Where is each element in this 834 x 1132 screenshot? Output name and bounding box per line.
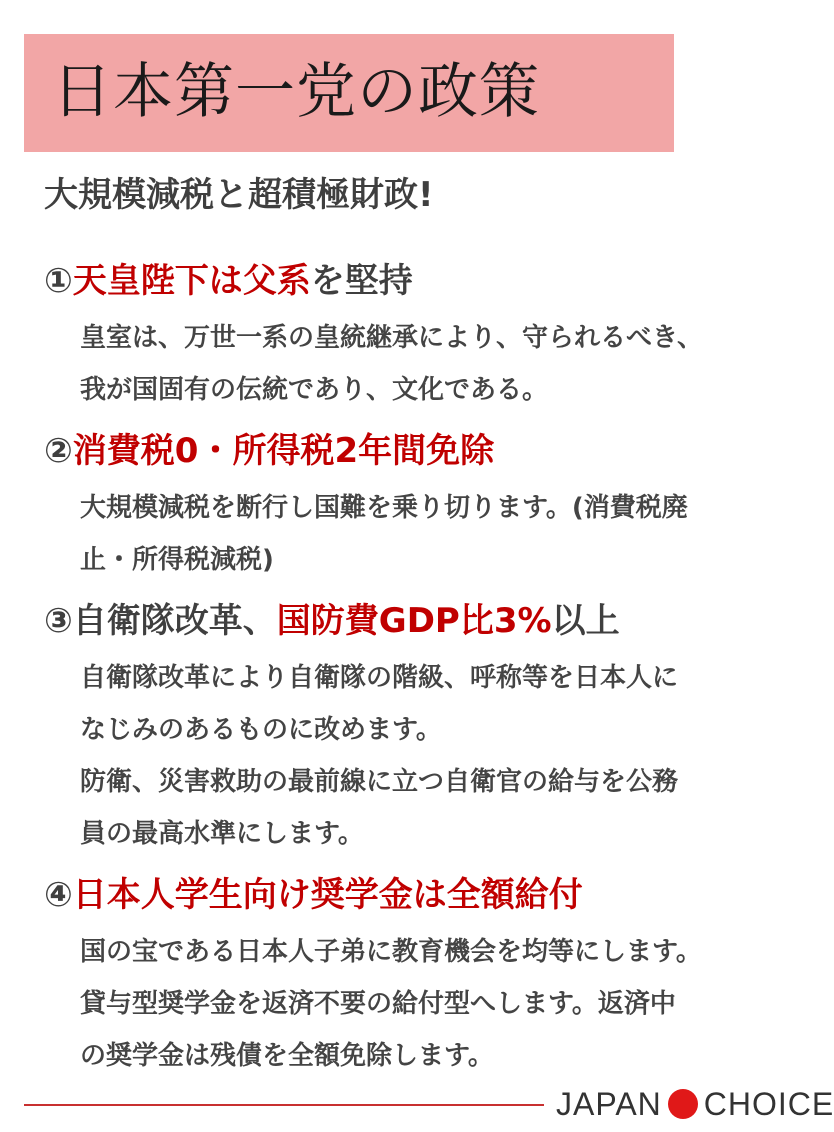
policy-heading-2 xyxy=(44,428,494,474)
policy-heading-highlight: 天皇陛下は父系 xyxy=(72,261,311,301)
page-title: 日本第一党の政策 xyxy=(52,57,540,127)
policy-heading-highlight: 日本人学生向け奨学金は全額給付 xyxy=(72,875,583,915)
policy-heading-prefix: 自衛隊改革、 xyxy=(72,601,277,641)
policy-number: ① xyxy=(44,261,73,301)
policy-4-line-3: の奨学金は残債を全額免除します。 xyxy=(80,1041,494,1071)
policy-4-line-1: 国の宝である日本人子弟に教育機会を均等にします。 xyxy=(80,937,702,967)
footer-rule xyxy=(24,1104,544,1106)
policy-heading-highlight: 消費税0・所得税2年間免除 xyxy=(72,431,495,471)
policy-1-line-2: 我が国固有の伝統であり、文化である。 xyxy=(80,375,549,405)
policy-1-line-1: 皇室は、万世一系の皇統継承により、守られるべき、 xyxy=(80,323,703,353)
policy-4-line-2: 貸与型奨学金を返済不要の給付型へします。返済中 xyxy=(80,989,676,1019)
subtitle: 大規模減税と超積極財政! xyxy=(44,175,434,215)
policy-number: ③ xyxy=(44,601,73,641)
japan-choice-logo xyxy=(556,1084,834,1124)
policy-heading-4 xyxy=(44,872,583,918)
policy-3-line-3: 防衛、災害救助の最前線に立つ自衛官の給与を公務 xyxy=(80,767,679,797)
policy-number: ② xyxy=(44,431,73,471)
red-circle-icon xyxy=(668,1089,698,1119)
policy-3-line-2: なじみのあるものに改めます。 xyxy=(80,715,442,745)
policy-heading-highlight: 国防費GDP比3% xyxy=(276,601,552,641)
logo-text-right: CHOICE xyxy=(703,1085,834,1122)
policy-number: ④ xyxy=(44,875,73,915)
logo-text-left: JAPAN xyxy=(556,1085,662,1122)
policy-heading-text: を堅持 xyxy=(310,261,413,301)
policy-3-line-1: 自衛隊改革により自衛隊の階級、呼称等を日本人に xyxy=(80,663,679,693)
title-banner xyxy=(24,34,674,152)
policy-2-line-1: 大規模減税を断行し国難を乗り切ります。(消費税廃 xyxy=(80,493,688,523)
policy-heading-1 xyxy=(44,258,413,304)
policy-3-line-4: 員の最高水準にします。 xyxy=(80,819,364,849)
policy-heading-3 xyxy=(44,598,620,644)
policy-heading-text: 以上 xyxy=(551,601,620,641)
policy-2-line-2: 止・所得税減税) xyxy=(80,545,274,575)
